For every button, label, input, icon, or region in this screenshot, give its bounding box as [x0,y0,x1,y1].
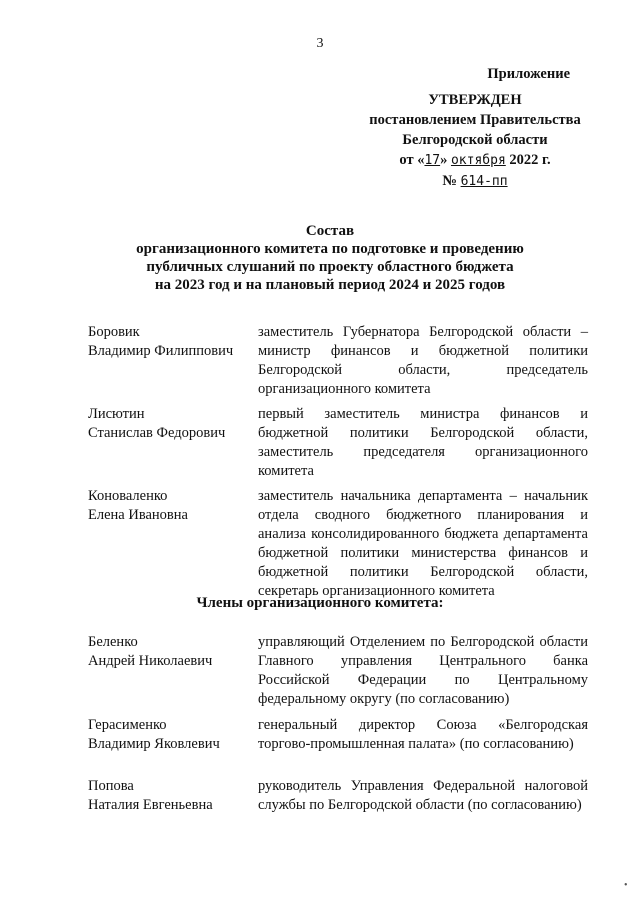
date-prefix: от « [399,152,425,168]
member-name [88,716,258,754]
approval-number [340,171,610,192]
member-role: первый заместитель министра финансов и бюджетной политики Белгородской области, заместитель председателя организационного комитета [258,406,588,479]
member-given-names: Наталия Евгеньевна [88,797,213,813]
member-role: заместитель начальника департамента – начальник отдела сводного бюджетного планирования и анализа консолидированного бюджета департамента бюджетной политики министерства финансов и бюджетной политики Белгородской области, секретарь организационного комитета [258,488,588,599]
approval-line-1: постановлением Правительства [369,112,581,128]
document-title [80,222,580,294]
decree-number: 614-пп [460,174,508,189]
date-year: 2022 г. [505,152,551,168]
title-line-2: организационного комитета по подготовке и проведению [136,241,524,257]
member-name [88,633,258,671]
member-name [88,777,258,815]
member-name [88,323,258,361]
date-day: 17 [424,153,441,168]
member-surname: Коноваленко [88,488,168,504]
member-name [88,487,258,525]
member-role: руководитель Управления Федеральной налоговой службы по Белгородской области (по согласованию) [258,778,588,813]
title-line-4: на 2023 год и на плановый период 2024 и 2025 годов [154,277,506,293]
member-role: заместитель Губернатора Белгородской области – министр финансов и бюджетной политики Белгородской области, председатель организационного комитета [258,324,588,397]
member-role: управляющий Отделением по Белгородской области Главного управления Центрального банка Российской Федерации по Центральному федеральному округу (по согласованию) [258,634,588,707]
appendix-label: Приложение [487,66,570,82]
member-given-names: Владимир Яковлевич [88,736,220,752]
member-surname: Беленко [88,634,138,650]
member-surname: Попова [88,778,134,794]
title-line-1: Состав [305,223,355,239]
title-line-3: публичных слушаний по проекту областного бюджета [146,259,514,275]
approval-date [340,150,610,171]
member-surname: Лисютин [88,406,145,422]
member-given-names: Андрей Николаевич [88,653,213,669]
member-given-names: Елена Ивановна [88,507,188,523]
member-given-names: Владимир Филиппович [88,343,234,359]
member-surname: Герасименко [88,717,167,733]
scan-mark: • [624,880,628,891]
member-surname: Боровик [88,324,140,340]
member-given-names: Станислав Федорович [88,425,226,441]
date-mid: » [440,152,451,168]
number-prefix: № [442,173,461,189]
page-number: 3 [316,36,324,51]
members-heading: Члены организационного комитета: [196,595,444,611]
member-name [88,405,258,443]
date-month: октября [450,153,506,168]
approval-line-2: Белгородской области [402,132,548,148]
member-role: генеральный директор Союза «Белгородская торгово-промышленная палата» (по согласованию) [258,717,588,752]
approved-label: УТВЕРЖДЕН [428,92,522,108]
approval-block [340,64,610,192]
